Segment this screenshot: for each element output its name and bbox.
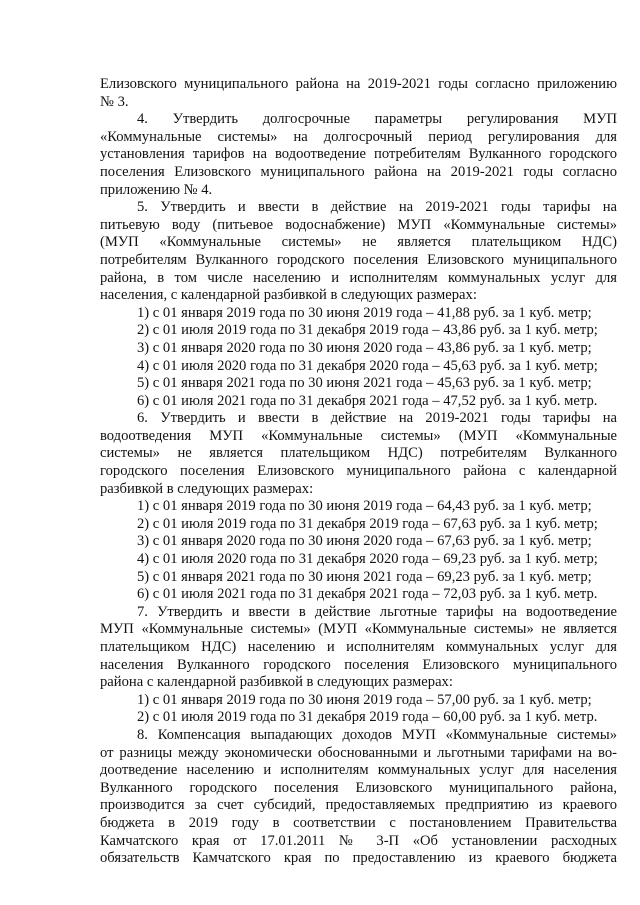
text-line: установления тарифов на водоотведение потребителям Вулканного городского bbox=[100, 146, 617, 163]
text-line: 5) с 01 января 2021 года по 30 июня 2021 года – 45,63 руб. за 1 куб. метр; bbox=[137, 375, 592, 392]
text-line: 3) с 01 января 2020 года по 30 июня 2020 года – 67,63 руб. за 1 куб. метр; bbox=[137, 533, 592, 550]
text-line: водоотведения МУП «Коммунальные системы» (МУП «Коммунальные bbox=[100, 427, 617, 444]
text-line: Камчатского края от 17.01.2011 № 3-П «Об установлении расходных bbox=[100, 832, 617, 849]
text-line: 2) с 01 июля 2019 года по 31 декабря 2019 года – 43,86 руб. за 1 куб. метр; bbox=[137, 322, 598, 339]
text-line: 6. Утвердить и ввести в действие на 2019-2021 годы тарифы на bbox=[137, 410, 617, 427]
text-line: 6) с 01 июля 2021 года по 31 декабря 2021 года – 47,52 руб. за 1 куб. метр. bbox=[137, 392, 598, 409]
text-line: бюджета в 2019 году в соответствии с постановлением Правительства bbox=[100, 814, 617, 831]
text-line: 5) с 01 января 2021 года по 30 июня 2021 года – 69,23 руб. за 1 куб. метр; bbox=[137, 568, 592, 585]
text-line: 6) с 01 июля 2021 года по 31 декабря 2021 года – 72,03 руб. за 1 куб. метр. bbox=[137, 586, 598, 603]
text-line: плательщиком НДС) населению и исполнителям коммунальных услуг для bbox=[100, 639, 617, 655]
text-line: питьевую воду (питьевое водоснабжение) МУП «Коммунальные системы» bbox=[100, 216, 617, 233]
text-line: «Коммунальные системы» на долгосрочный период регулирования для bbox=[100, 128, 617, 145]
text-line: 1) с 01 января 2019 года по 30 июня 2019 года – 64,43 руб. за 1 куб. метр; bbox=[137, 498, 592, 515]
text-line: 5. Утвердить и ввести в действие на 2019-2021 годы тарифы на bbox=[137, 199, 617, 216]
text-line: обязательств Камчатского края по предоставлению из краевого бюджета bbox=[100, 850, 617, 867]
document-body bbox=[100, 76, 617, 868]
text-line: системы» не является плательщиком НДС) потребителям Вулканного bbox=[100, 445, 617, 462]
text-line: поселения Елизовского муниципального района на 2019-2021 годы согласно bbox=[100, 163, 617, 180]
text-line: 2) с 01 июля 2019 года по 31 декабря 2019 года – 60,00 руб. за 1 куб. метр. bbox=[137, 709, 598, 726]
text-line: МУП «Коммунальные системы» (МУП «Коммунальные системы» не является bbox=[100, 621, 617, 638]
text-line: 4) с 01 июля 2020 года по 31 декабря 2020 года – 45,63 руб. за 1 куб. метр; bbox=[137, 357, 598, 374]
text-line: 1) с 01 января 2019 года по 30 июня 2019 года – 57,00 руб. за 1 куб. метр; bbox=[137, 691, 592, 708]
text-line: населения Вулканного городского поселения Елизовского муниципального bbox=[100, 656, 617, 673]
text-line: Елизовского муниципального района на 2019-2021 годы согласно приложению bbox=[100, 76, 617, 92]
text-line: потребителям Вулканного городского поселения Елизовского муниципального bbox=[100, 251, 617, 268]
text-line: 3) с 01 января 2020 года по 30 июня 2020 года – 43,86 руб. за 1 куб. метр; bbox=[137, 339, 592, 356]
text-line: Вулканного городского поселения Елизовского муниципального района, bbox=[100, 779, 617, 796]
text-line: городского поселения Елизовского муниципального района с календарной bbox=[100, 463, 617, 480]
text-line: от разницы между экономически обоснованными и льготными тарифами на во- bbox=[100, 744, 617, 761]
text-line: 7. Утвердить и ввести в действие льготные тарифы на водоотведение bbox=[137, 603, 617, 620]
text-line: населения, с календарной разбивкой в следующих размерах: bbox=[100, 287, 477, 304]
text-line: 2) с 01 июля 2019 года по 31 декабря 2019 года – 67,63 руб. за 1 куб. метр; bbox=[137, 515, 598, 532]
text-line: производится за счет субсидий, предоставляемых предприятию из краевого bbox=[100, 797, 617, 814]
text-line: 4) с 01 июля 2020 года по 31 декабря 2020 года – 69,23 руб. за 1 куб. метр; bbox=[137, 551, 598, 568]
text-line: 1) с 01 января 2019 года по 30 июня 2019 года – 41,88 руб. за 1 куб. метр; bbox=[137, 304, 592, 321]
text-line: приложению № 4. bbox=[100, 181, 213, 198]
text-line: № 3. bbox=[100, 93, 129, 110]
text-line: доотведение населению и исполнителям коммунальных услуг для населения bbox=[100, 762, 617, 779]
text-line: района с календарной разбивкой в следующих размерах: bbox=[100, 674, 453, 691]
text-line: 4. Утвердить долгосрочные параметры регулирования МУП bbox=[137, 111, 617, 128]
text-line: разбивкой в следующих размерах: bbox=[100, 480, 314, 497]
text-line: 8. Компенсация выпадающих доходов МУП «Коммунальные системы» bbox=[137, 726, 617, 743]
text-line: (МУП «Коммунальные системы» не является плательщиком НДС) bbox=[100, 234, 617, 251]
text-line: района, в том числе населению и исполнителям коммунальных услуг для bbox=[100, 269, 617, 286]
